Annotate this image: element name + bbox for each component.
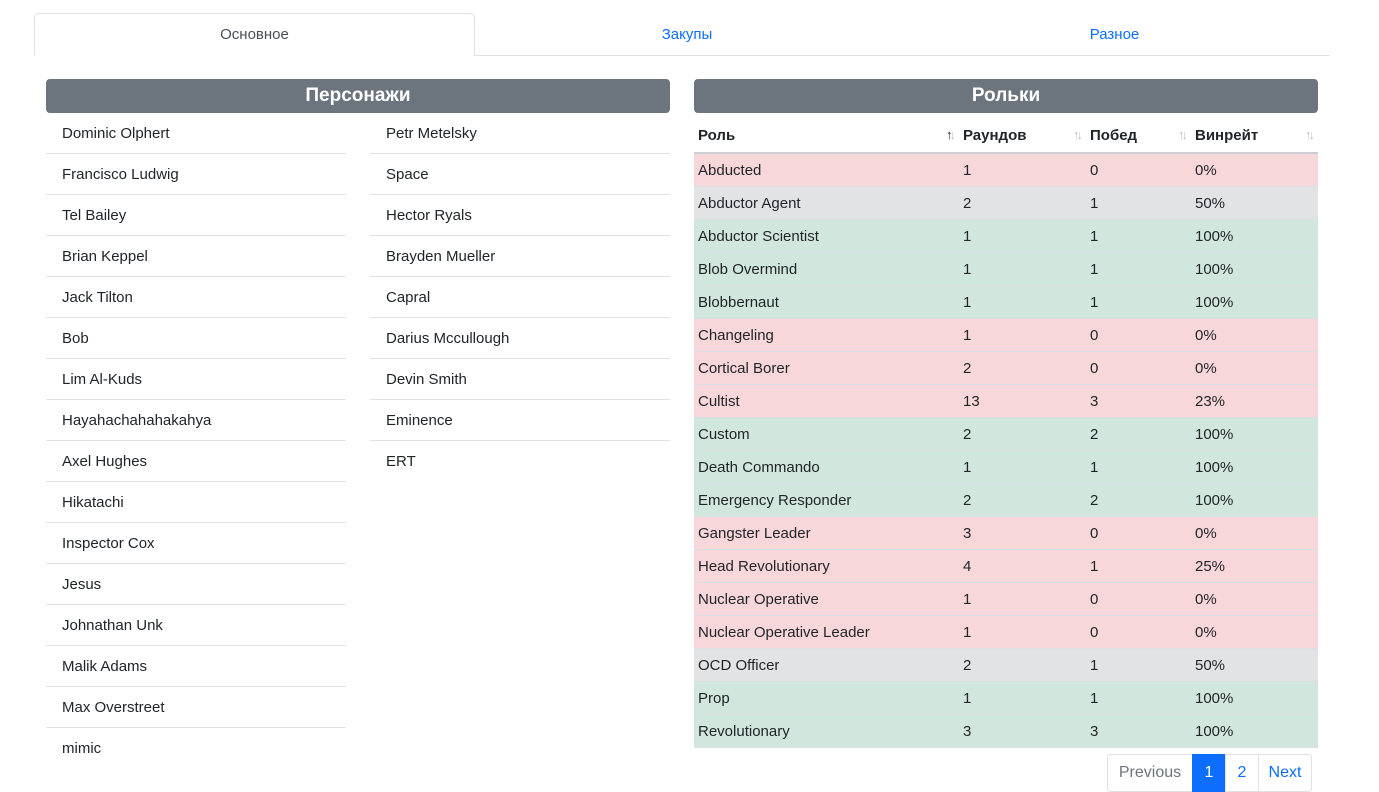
character-list-item[interactable]: Brayden Mueller	[370, 236, 670, 277]
roles-table-header-row	[694, 118, 1318, 153]
cell-rounds: 2	[959, 187, 1086, 220]
table-row	[694, 616, 1318, 649]
column-header-role-label: Роль	[698, 126, 736, 144]
cell-winrate: 100%	[1191, 220, 1318, 253]
cell-winrate: 50%	[1191, 187, 1318, 220]
cell-role: OCD Officer	[694, 649, 959, 682]
table-row	[694, 352, 1318, 385]
cell-rounds: 2	[959, 484, 1086, 517]
character-list-item[interactable]: Capral	[370, 277, 670, 318]
next-page-button[interactable]: Next	[1258, 754, 1312, 792]
table-row	[694, 649, 1318, 682]
page-1-button[interactable]: 1	[1192, 754, 1226, 792]
table-row	[694, 550, 1318, 583]
cell-winrate: 100%	[1191, 253, 1318, 286]
cell-wins: 1	[1086, 253, 1191, 286]
cell-winrate: 100%	[1191, 715, 1318, 748]
cell-winrate: 0%	[1191, 153, 1318, 187]
cell-rounds: 1	[959, 616, 1086, 649]
cell-winrate: 100%	[1191, 286, 1318, 319]
cell-role: Changeling	[694, 319, 959, 352]
cell-wins: 0	[1086, 352, 1191, 385]
characters-list-column-2	[370, 113, 670, 481]
cell-role: Death Commando	[694, 451, 959, 484]
cell-wins: 0	[1086, 153, 1191, 187]
cell-winrate: 25%	[1191, 550, 1318, 583]
cell-role: Prop	[694, 682, 959, 715]
table-row	[694, 451, 1318, 484]
cell-winrate: 100%	[1191, 682, 1318, 715]
pagination	[1107, 754, 1312, 792]
cell-wins: 3	[1086, 715, 1191, 748]
cell-winrate: 100%	[1191, 484, 1318, 517]
tab-main[interactable]: Основное	[34, 13, 475, 56]
character-list-item[interactable]: Francisco Ludwig	[46, 154, 346, 195]
character-list-item[interactable]: Inspector Cox	[46, 523, 346, 564]
cell-role: Emergency Responder	[694, 484, 959, 517]
table-row	[694, 682, 1318, 715]
cell-wins: 0	[1086, 517, 1191, 550]
cell-wins: 2	[1086, 418, 1191, 451]
table-row	[694, 253, 1318, 286]
table-row	[694, 153, 1318, 187]
cell-role: Abductor Agent	[694, 187, 959, 220]
cell-role: Head Revolutionary	[694, 550, 959, 583]
column-header-rounds[interactable]	[959, 118, 1086, 153]
cell-role: Revolutionary	[694, 715, 959, 748]
column-header-role[interactable]	[694, 118, 959, 153]
cell-rounds: 2	[959, 418, 1086, 451]
cell-winrate: 50%	[1191, 649, 1318, 682]
cell-wins: 1	[1086, 220, 1191, 253]
characters-header	[46, 79, 670, 113]
character-list-item[interactable]: Petr Metelsky	[370, 113, 670, 154]
sort-icon: ↑↓	[1178, 127, 1185, 142]
cell-rounds: 1	[959, 253, 1086, 286]
sort-icon: ↑↓	[1073, 127, 1080, 142]
cell-winrate: 0%	[1191, 616, 1318, 649]
cell-wins: 0	[1086, 319, 1191, 352]
roles-table-body	[694, 153, 1318, 748]
cell-role: Abducted	[694, 153, 959, 187]
table-row	[694, 319, 1318, 352]
cell-wins: 1	[1086, 187, 1191, 220]
cell-role: Cultist	[694, 385, 959, 418]
cell-rounds: 3	[959, 715, 1086, 748]
cell-rounds: 3	[959, 517, 1086, 550]
character-list-item[interactable]: Tel Bailey	[46, 195, 346, 236]
cell-winrate: 0%	[1191, 517, 1318, 550]
column-header-winrate-label: Винрейт	[1195, 126, 1259, 144]
roles-title: Рольки	[971, 85, 1041, 106]
nav-tabs	[34, 13, 1330, 56]
character-list-item[interactable]: mimic	[62, 739, 102, 757]
character-list-item[interactable]: Max Overstreet	[46, 687, 346, 728]
table-row	[694, 583, 1318, 616]
cell-wins: 0	[1086, 616, 1191, 649]
roles-header	[694, 79, 1318, 113]
cell-rounds: 2	[959, 649, 1086, 682]
cell-rounds: 2	[959, 352, 1086, 385]
character-list-item[interactable]: ERT	[386, 452, 416, 470]
characters-title: Персонажи	[305, 85, 411, 106]
character-list-item[interactable]: Space	[370, 154, 670, 195]
table-row	[694, 517, 1318, 550]
cell-rounds: 4	[959, 550, 1086, 583]
character-list-item[interactable]: Dominic Olphert	[46, 113, 346, 154]
characters-list-column-1	[46, 113, 346, 768]
cell-role: Nuclear Operative	[694, 583, 959, 616]
cell-wins: 1	[1086, 451, 1191, 484]
cell-wins: 1	[1086, 550, 1191, 583]
cell-wins: 1	[1086, 286, 1191, 319]
character-list-item[interactable]: Brian Keppel	[46, 236, 346, 277]
character-list-item[interactable]: Jack Tilton	[46, 277, 346, 318]
cell-rounds: 1	[959, 220, 1086, 253]
previous-page-button[interactable]: Previous	[1107, 754, 1193, 792]
character-list-item[interactable]: Devin Smith	[370, 359, 670, 400]
table-row	[694, 385, 1318, 418]
column-header-winrate[interactable]	[1191, 118, 1318, 153]
character-list-item[interactable]: Johnathan Unk	[46, 605, 346, 646]
character-list-item[interactable]: Hayahachahahakahya	[46, 400, 346, 441]
character-list-item[interactable]: Lim Al-Kuds	[46, 359, 346, 400]
cell-role: Custom	[694, 418, 959, 451]
cell-wins: 1	[1086, 682, 1191, 715]
page-2-button[interactable]: 2	[1225, 754, 1259, 792]
table-row	[694, 715, 1318, 748]
column-header-wins-label: Побед	[1090, 126, 1138, 144]
character-list-item[interactable]: Eminence	[370, 400, 670, 441]
cell-winrate: 100%	[1191, 451, 1318, 484]
cell-role: Nuclear Operative Leader	[694, 616, 959, 649]
tab-purchases[interactable]: Закупы	[661, 25, 713, 43]
cell-role: Cortical Borer	[694, 352, 959, 385]
cell-winrate: 100%	[1191, 418, 1318, 451]
cell-rounds: 1	[959, 153, 1086, 187]
table-row	[694, 187, 1318, 220]
character-list-item[interactable]: Axel Hughes	[46, 441, 346, 482]
column-header-rounds-label: Раундов	[963, 126, 1027, 144]
cell-role: Gangster Leader	[694, 517, 959, 550]
cell-winrate: 0%	[1191, 319, 1318, 352]
column-header-wins[interactable]	[1086, 118, 1191, 153]
cell-rounds: 1	[959, 319, 1086, 352]
table-row	[694, 418, 1318, 451]
roles-table	[694, 118, 1318, 748]
cell-rounds: 1	[959, 451, 1086, 484]
tab-misc[interactable]: Разное	[1089, 25, 1140, 43]
cell-wins: 1	[1086, 649, 1191, 682]
cell-wins: 3	[1086, 385, 1191, 418]
cell-wins: 2	[1086, 484, 1191, 517]
table-row	[694, 220, 1318, 253]
sort-asc-icon: ↑↓	[946, 127, 953, 142]
sort-icon: ↑↓	[1305, 127, 1312, 142]
cell-rounds: 1	[959, 682, 1086, 715]
character-list-item[interactable]: Bob	[46, 318, 346, 359]
cell-rounds: 13	[959, 385, 1086, 418]
table-row	[694, 286, 1318, 319]
character-list-item[interactable]: Hector Ryals	[370, 195, 670, 236]
character-list-item[interactable]: Jesus	[46, 564, 346, 605]
character-list-item[interactable]: Hikatachi	[46, 482, 346, 523]
character-list-item[interactable]: Malik Adams	[46, 646, 346, 687]
cell-role: Blobbernaut	[694, 286, 959, 319]
cell-wins: 0	[1086, 583, 1191, 616]
cell-role: Blob Overmind	[694, 253, 959, 286]
character-list-item[interactable]: Darius Mccullough	[370, 318, 670, 359]
cell-role: Abductor Scientist	[694, 220, 959, 253]
table-row	[694, 484, 1318, 517]
cell-rounds: 1	[959, 583, 1086, 616]
cell-winrate: 0%	[1191, 583, 1318, 616]
cell-rounds: 1	[959, 286, 1086, 319]
cell-winrate: 0%	[1191, 352, 1318, 385]
cell-winrate: 23%	[1191, 385, 1318, 418]
